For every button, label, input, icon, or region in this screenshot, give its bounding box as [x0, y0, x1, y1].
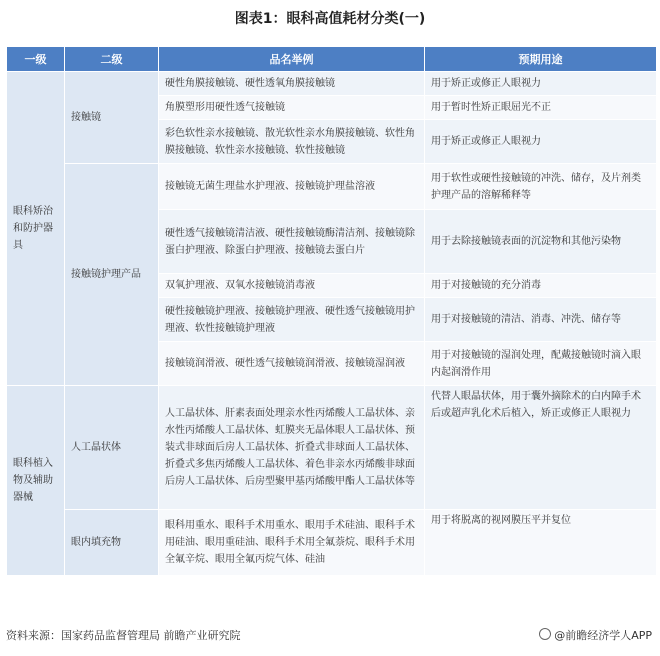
brand-credit [539, 628, 652, 644]
header-product-examples: 品名举例 [159, 47, 425, 72]
use-cell: 用于将脱离的视网膜压平并复位 [425, 510, 657, 576]
header-level1: 一级 [7, 47, 65, 72]
level2-cell: 人工晶状体 [65, 386, 159, 510]
level2-cell: 眼内填充物 [65, 510, 159, 576]
use-cell: 用于去除接触镜表面的沉淀物和其他污染物 [425, 210, 657, 274]
header-intended-use: 预期用途 [425, 47, 657, 72]
product-cell: 彩色软性亲水接触镜、散光软性亲水角膜接触镜、软性角膜接触镜、软性亲水接触镜、软性接触镜 [159, 120, 425, 164]
product-cell: 硬性透气接触镜清洁液、硬性接触镜酶清洁剂、接触镜除蛋白护理液、除蛋白护理液、接触镜去蛋白片 [159, 210, 425, 274]
table-row [7, 510, 657, 576]
use-cell: 用于对接触镜的清洁、消毒、冲洗、储存等 [425, 298, 657, 342]
brand-label: @前瞻经济学人APP [554, 629, 652, 642]
level2-cell: 接触镜 [65, 72, 159, 164]
use-cell: 用于矫正或修正人眼视力 [425, 72, 657, 96]
use-cell: 用于暂时性矫正眼屈光不正 [425, 96, 657, 120]
table-row [7, 164, 657, 210]
level2-cell: 接触镜护理产品 [65, 164, 159, 386]
page-title: 图表1：眼科高值耗材分类(一) [234, 11, 426, 27]
header-level2: 二级 [65, 47, 159, 72]
product-cell: 接触镜无菌生理盐水护理液、接触镜护理盐溶液 [159, 164, 425, 210]
source-note: 资料来源：国家药品监督管理局 前瞻产业研究院 [6, 629, 241, 642]
product-cell: 人工晶状体、肝素表面处理亲水性丙烯酸人工晶状体、亲水性丙烯酸人工晶状体、虹膜夹无晶体眼人工晶状体、预装式非球面后房人工晶状体、折叠式非球面人工晶状体、折叠式多焦丙烯酸人工晶状体、着色非亲水丙烯酸非球面后房人工晶状体、后房型聚甲基丙烯酸甲酯人工晶状体等 [159, 386, 425, 510]
table-row [7, 386, 657, 510]
product-cell: 接触镜润滑液、硬性透气接触镜润滑液、接触镜湿润液 [159, 342, 425, 386]
product-cell: 眼科用重水、眼科手术用重水、眼用手术硅油、眼科手术用硅油、眼用重硅油、眼科手术用全氟萘烷、眼科手术用全氟辛烷、眼用全氟丙烷气体、硅油 [159, 510, 425, 576]
table-row [7, 72, 657, 96]
classification-table [6, 46, 657, 576]
brand-logo-icon [539, 628, 551, 640]
product-cell: 角膜塑形用硬性透气接触镜 [159, 96, 425, 120]
level1-cell: 眼科矫治和防护器具 [7, 72, 65, 386]
product-cell: 双氧护理液、双氧水接触镜消毒液 [159, 274, 425, 298]
use-cell: 代替人眼晶状体，用于囊外摘除术的白内障手术后或超声乳化术后植入，矫正或修正人眼视力 [425, 386, 657, 510]
use-cell: 用于对接触镜的湿润处理，配戴接触镜时滴入眼内起润滑作用 [425, 342, 657, 386]
use-cell: 用于矫正或修正人眼视力 [425, 120, 657, 164]
use-cell: 用于软性或硬性接触镜的冲洗、储存，及片剂类护理产品的溶解稀释等 [425, 164, 657, 210]
product-cell: 硬性角膜接触镜、硬性透氧角膜接触镜 [159, 72, 425, 96]
level1-cell: 眼科植入物及辅助器械 [7, 386, 65, 576]
table-header-row [7, 47, 657, 72]
use-cell: 用于对接触镜的充分消毒 [425, 274, 657, 298]
product-cell: 硬性接触镜护理液、接触镜护理液、硬性透气接触镜用护理液、软性接触镜护理液 [159, 298, 425, 342]
